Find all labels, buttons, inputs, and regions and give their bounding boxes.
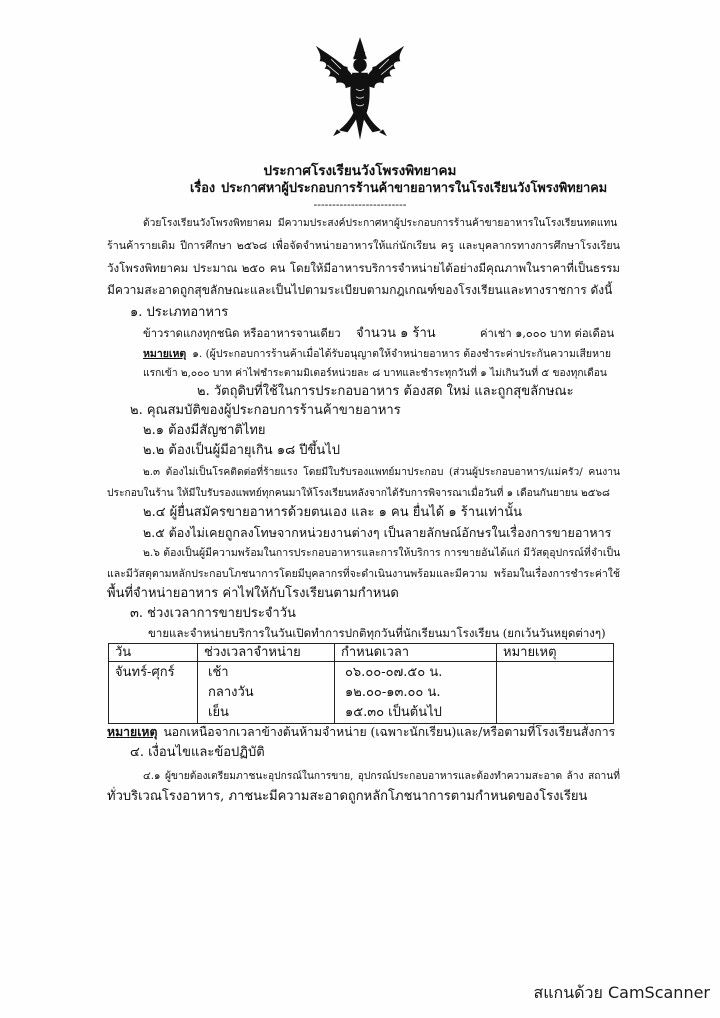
qualification-item-cont: พื้นที่จำหน่ายอาหาร ค่าไฟให้กับโรงเรียนตามกำหนด [107, 586, 399, 601]
note-value [503, 663, 607, 683]
qualification-item: ๒.๒ ต้องเป็นผู้มีอายุเกิน ๑๘ ปีขึ้นไป [143, 443, 341, 458]
note-label: หมายเหตุ [143, 348, 187, 360]
food-type: ข้าวราดแกงทุกชนิด หรืออาหารจานเดียว [143, 327, 341, 340]
shop-quantity: จำนวน ๑ ร้าน [356, 326, 436, 341]
section1-heading: ๑. ประเภทอาหาร [130, 305, 229, 320]
intro-line: ร้านค้ารายเดิม ปีการศึกษา ๒๕๖๘ เพื่อจัดจำหน่ายอาหารให้แก่นักเรียน ครู และบุคลากรทางการศึกษาโรงเรียน [107, 239, 620, 252]
section1-note1-cont: แรกเข้า ๒,๐๐๐ บาท ค่าไฟชำระตามมิเตอร์หน่วยละ ๘ บาทและชำระทุกวันที่ ๑ ไม่เกินวันที่ ๕ ของทุกเดือน [143, 367, 607, 379]
table-row [109, 662, 614, 724]
qualification-item: ๒.๔ ผู้ยื่นสมัครขายอาหารด้วยตนเอง และ ๑ คน ยื่นได้ ๑ ร้านเท่านั้น [143, 505, 522, 520]
time-value: ๑๕.๓๐ เป็นต้นไป [345, 705, 442, 720]
section4-heading: ๔. เงื่อนไขและข้อปฏิบัติ [130, 745, 265, 760]
section2-heading: ๒. คุณสมบัติของผู้ประกอบการร้านค้าขายอาหาร [130, 403, 401, 418]
header-period: ช่วงเวลาจำหน่าย [198, 644, 335, 662]
title-divider: ------------------------- [313, 198, 407, 211]
day-cell [109, 662, 198, 724]
scanner-watermark: สแกนด้วย CamScanner [533, 983, 710, 1002]
table-header-row [109, 644, 614, 662]
time-value: ๐๖.๐๐-๐๗.๕๐ น. [345, 665, 443, 680]
qualification-item: ๒.๖ ต้องเป็นผู้มีความพร้อมในการประกอบอาหารและการให้บริการ การขายอันได้แก่ มีวัสดุอุปกรณ์ที่จำเป็น [143, 547, 620, 559]
period-value: กลางวัน [208, 685, 254, 700]
qualification-item-cont: และมีวัสดุตามหลักประกอบโภชนาการโดยมีบุคลากรที่จะดำเนินงานพร้อมและมีความ พร้อมในเรื่องการชำระค่าใช้ [107, 568, 620, 580]
note1-text: ๑. (ผู้ประกอบการร้านค้าเมื่อได้รับอนุญาตให้จำหน่ายอาหาร ต้องชำระค่าประกันความเสียหาย [192, 348, 612, 360]
condition-item: ๔.๑ ผู้ขายต้องเตรียมภาชนะอุปกรณ์ในการขาย, อุปกรณ์ประกอบอาหารและต้องทำความสะอาด ล้าง สถานที่ [143, 770, 620, 782]
subject-text: ประกาศหาผู้ประกอบการร้านค้าขายอาหารในโรงเรียนวังโพรงพิทยาคม [221, 181, 608, 196]
period-value: เช้า [208, 665, 229, 680]
intro-line: มีความสะอาดถูกสุขลักษณะและเป็นไปตามระเบียบตามกฎเกณฑ์ของโรงเรียนและทางราชการ ดังนี้ [107, 283, 613, 297]
schedule-table [108, 643, 614, 724]
note-cell [497, 662, 614, 724]
section3-note-text: นอกเหนือจากเวลาข้างต้นห้ามจำหน่าย (เฉพาะนักเรียน)และ/หรือตามที่โรงเรียนสั่งการ [163, 725, 616, 739]
section3-heading: ๓. ช่วงเวลาการขายประจำวัน [130, 606, 296, 621]
garuda-emblem [312, 36, 408, 144]
page-title: ประกาศโรงเรียนวังโพรงพิทยาคม [263, 163, 457, 179]
header-time: กำหนดเวลา [335, 644, 497, 662]
intro-line: ด้วยโรงเรียนวังโพรงพิทยาคม มีความประสงค์ประกาศหาผู้ประกอบการร้านค้าขายอาหารในโรงเรียนทดแทน [143, 217, 618, 229]
qualification-item-cont: ประกอบในร้าน ให้มีใบรับรองแพทย์ทุกคนมาให้โรงเรียนหลังจากได้รับการพิจารณาเมื่อวันที่ ๑ เดือนกันยายน ๒๕๖๘ [107, 487, 610, 499]
period-cell [198, 662, 335, 724]
qualification-item: ๒.๑ ต้องมีสัญชาติไทย [143, 423, 266, 438]
section3-description: ขายและจำหน่ายบริการในวันเปิดทำการปกติทุกวันที่นักเรียนมาโรงเรียน (ยกเว้นวันหยุดต่างๆ) [148, 626, 606, 640]
rent-amount: ค่าเช่า ๑,๐๐๐ บาท ต่อเดือน [480, 327, 615, 340]
note-label: หมายเหตุ [107, 724, 158, 739]
header-note: หมายเหตุ [497, 644, 614, 662]
time-value: ๑๒.๐๐-๑๓.๐๐ น. [345, 685, 441, 700]
day-value: จันทร์-ศุกร์ [115, 665, 175, 680]
intro-line: วังโพรงพิทยาคม ประมาณ ๒๕๐ คน โดยให้มีอาหารบริการจำหน่ายได้อย่างมีคุณภาพในราคาที่เป็นธรรม [107, 261, 620, 275]
time-cell [335, 662, 497, 724]
period-value: เย็น [208, 705, 229, 720]
qualification-item: ๒.๓ ต้องไม่เป็นโรคติดต่อที่ร้ายแรง โดยมีใบรับรองแพทย์มาประกอบ (ส่วนผู้ประกอบอาหาร/แม่ครัว/ คนงาน [143, 466, 620, 478]
section3-note [107, 721, 617, 743]
header-day: วัน [109, 644, 198, 662]
subject-label: เรื่อง [190, 181, 216, 196]
qualification-item: ๒.๕ ต้องไม่เคยถูกลงโทษจากหน่วยงานต่างๆ เป็นลายลักษณ์อักษรในเรื่องการขายอาหาร [143, 525, 612, 540]
condition-item-cont: ทั่วบริเวณโรงอาหาร, ภาชนะมีความสะอาดถูกหลักโภชนาการตามกำหนดของโรงเรียน [107, 789, 588, 804]
section1-note2: ๒. วัตถุดิบที่ใช้ในการประกอบอาหาร ต้องสด ใหม่ และถูกสุขลักษณะ [197, 384, 574, 399]
